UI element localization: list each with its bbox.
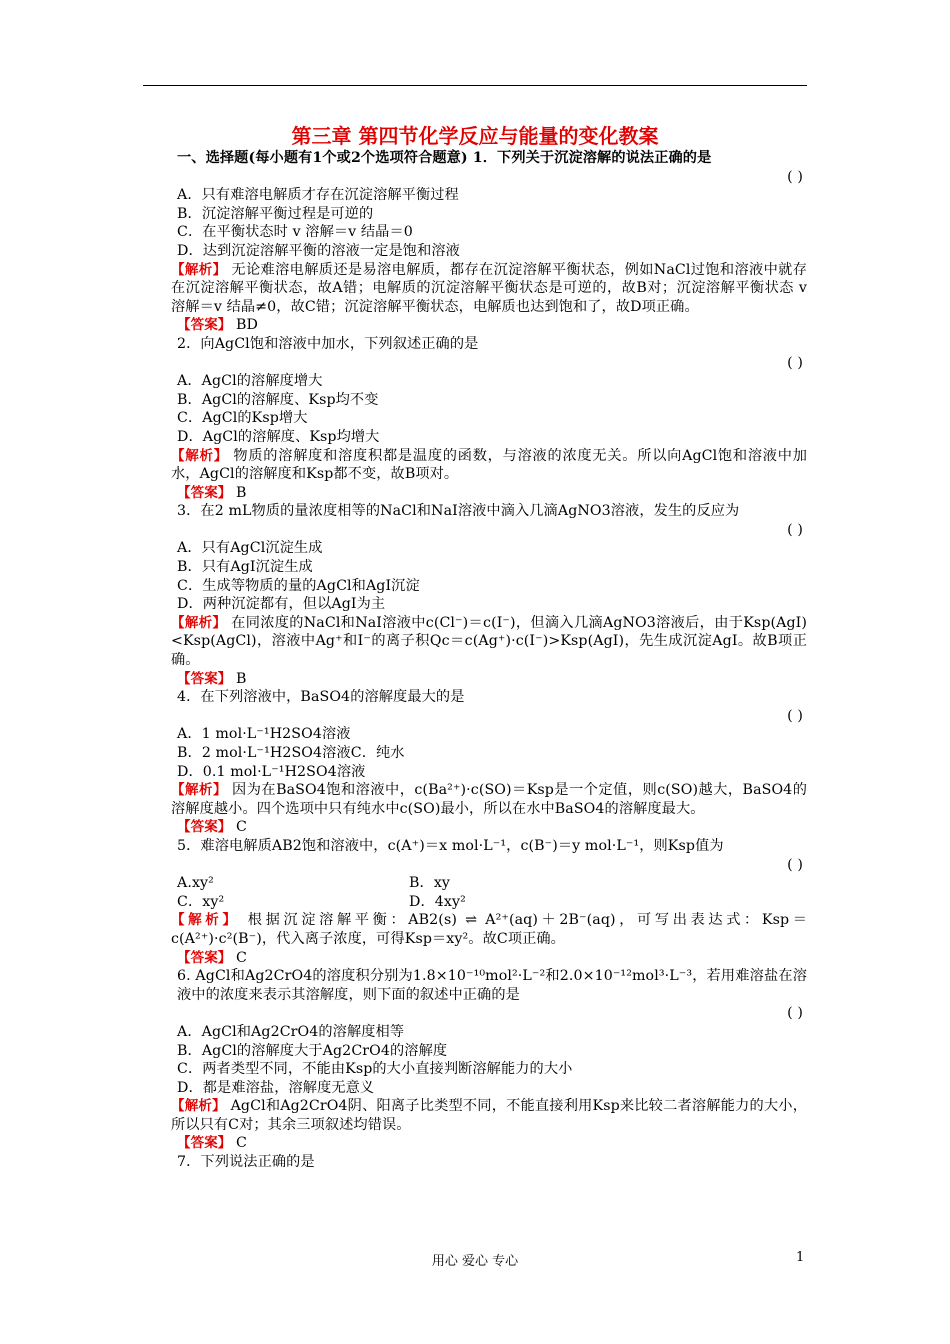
text-line — [143, 837, 807, 856]
line-text: C．生成等物质的量的AgCl和AgI沉淀 — [177, 577, 420, 594]
text-line — [143, 391, 807, 410]
explanation-line — [143, 1097, 807, 1134]
explanation-line — [143, 261, 807, 317]
text-line — [143, 874, 807, 893]
text-line — [143, 1004, 807, 1023]
line-text: C．AgCl的Ksp增大 — [177, 410, 308, 427]
text-line — [143, 893, 807, 912]
explanation-line — [143, 670, 807, 689]
text-line — [143, 149, 807, 168]
text-line — [143, 223, 807, 242]
line-text: 在同浓度的NaCl和NaI溶液中c(Cl⁻)＝c(I⁻)，但滴入几滴AgNO3溶液后，由于Ksp(AgI)<Ksp(AgCl)，溶液中Ag⁺和I⁻的离子积Qc＝c(Ag⁺)·c(I⁻)>Ksp(AgI)，先生成沉淀AgI。故B项正确。 — [171, 614, 807, 669]
explanation-line — [143, 614, 807, 670]
section-tag: 【解析】 — [171, 614, 227, 631]
document-body — [143, 149, 807, 1172]
section-tag: 【答案】 — [177, 484, 232, 501]
explanation-line — [143, 484, 807, 503]
section-tag: 【解析】 — [171, 782, 228, 799]
line-text: B．AgCl的溶解度大于Ag2CrO4的溶解度 — [177, 1042, 448, 1059]
line-text: ( ) — [787, 707, 803, 724]
section-tag: 【解析】 — [171, 912, 240, 929]
line-text: A.xy² — [177, 875, 214, 892]
header-rule — [143, 85, 807, 86]
text-line — [143, 744, 807, 763]
line-text: D．都是难溶盐，溶解度无意义 — [177, 1079, 375, 1096]
text-line — [143, 186, 807, 205]
line-text: A．1 mol·L⁻¹H2SO4溶液 — [177, 726, 351, 743]
line-text: B．AgCl的溶解度、Ksp均不变 — [177, 391, 379, 408]
line-text: C — [231, 1135, 247, 1152]
line-text: 3．在2 mL物质的量浓度相等的NaCl和NaI溶液中滴入几滴AgNO3溶液，发生的反应为 — [177, 503, 740, 520]
line-text: A．AgCl的溶解度增大 — [177, 373, 323, 390]
line-text: B — [231, 670, 247, 687]
line-text: ( ) — [787, 354, 803, 371]
text-line — [143, 577, 807, 596]
line-text: C．xy² — [177, 893, 225, 910]
line-text: ( ) — [787, 856, 803, 873]
line-text: C — [231, 949, 247, 966]
text-line — [143, 428, 807, 447]
line-text: B — [231, 484, 247, 501]
text-line — [143, 763, 807, 782]
explanation-line — [143, 1134, 807, 1153]
text-line — [143, 1042, 807, 1061]
explanation-line — [143, 911, 807, 948]
line-text: 6. AgCl和Ag2CrO4的溶度积分别为1.8×10⁻¹⁰mol²·L⁻²和2.0×10⁻¹²mol³·L⁻³，若用难溶盐在溶液中的浓度来表示其溶解度，则下面的叙述中正确的是 — [177, 968, 807, 1003]
text-line — [143, 502, 807, 521]
section-tag: 【答案】 — [177, 670, 232, 687]
line-text: B．沉淀溶解平衡过程是可逆的 — [177, 205, 374, 222]
line-text: C．两者类型不同，不能由Ksp的大小直接判断溶解能力的大小 — [177, 1061, 573, 1078]
section-tag: 【答案】 — [177, 317, 232, 334]
section-tag: 【解析】 — [171, 1098, 226, 1115]
line-text: 物质的溶解度和溶度积都是温度的函数，与溶液的浓度无关。所以向AgCl饱和溶液中加水，AgCl的溶解度和Ksp都不变，故B项对。 — [171, 447, 807, 483]
section-tag: 【解析】 — [171, 447, 229, 464]
text-line — [143, 354, 807, 373]
line-text: D．0.1 mol·L⁻¹H2SO4溶液 — [177, 763, 366, 780]
line-text: A．只有AgCl沉淀生成 — [177, 540, 323, 557]
text-line — [143, 205, 807, 224]
line-text: D．两种沉淀都有，但以AgI为主 — [177, 596, 386, 613]
page-number: 1 — [796, 1250, 805, 1265]
line-text: 无论难溶电解质还是易溶电解质，都存在沉淀溶解平衡状态，例如NaCl过饱和溶液中就存在沉淀溶解平衡状态，故A错；电解质的沉淀溶解平衡状态是可逆的，故B对；沉淀溶解平衡状态 v 溶解＝v 结晶≠0，故C错；沉淀溶解平衡状态，电解质也达到饱和了，故D项正确。 — [171, 261, 807, 315]
line-text: BD — [231, 317, 259, 334]
line-text: 5．难溶电解质AB2饱和溶液中，c(A⁺)＝x mol·L⁻¹，c(B⁻)＝y mol·L⁻¹，则Ksp值为 — [177, 837, 724, 854]
text-line — [143, 409, 807, 428]
text-line — [143, 1079, 807, 1098]
text-line — [143, 242, 807, 261]
section-tag: 【答案】 — [177, 1135, 232, 1152]
text-line — [143, 168, 807, 187]
text-line — [143, 335, 807, 354]
line-text-second: B．xy — [409, 875, 451, 892]
line-text: 7．下列说法正确的是 — [177, 1154, 315, 1171]
explanation-line — [143, 781, 807, 818]
text-line — [143, 725, 807, 744]
section-tag: 【答案】 — [177, 819, 232, 836]
line-text: 因为在BaSO4饱和溶液中，c(Ba²⁺)·c(SO)＝Ksp是一个定值，则c(SO)越大，BaSO4的溶解度越小。四个选项中只有纯水中c(SO)最小，所以在水中BaSO4的溶解度最大。 — [171, 782, 807, 817]
text-line — [143, 521, 807, 540]
explanation-line — [143, 316, 807, 335]
line-text: D．AgCl的溶解度、Ksp均增大 — [177, 428, 380, 445]
line-text: B．只有AgI沉淀生成 — [177, 559, 313, 576]
text-line — [143, 1060, 807, 1079]
line-text: ( ) — [787, 521, 803, 538]
text-line — [143, 595, 807, 614]
line-text: 2．向AgCl饱和溶液中加水，下列叙述正确的是 — [177, 335, 479, 352]
line-text: 4．在下列溶液中，BaSO4的溶解度最大的是 — [177, 689, 465, 706]
section-tag: 【解析】 — [171, 261, 227, 278]
explanation-line — [143, 447, 807, 484]
line-text-second: D．4xy² — [409, 893, 466, 910]
line-text: C．在平衡状态时 v 溶解＝v 结晶＝0 — [177, 224, 413, 241]
explanation-line — [143, 818, 807, 837]
line-text: ( ) — [787, 168, 803, 185]
line-text: ( ) — [787, 1005, 803, 1022]
footer-motto: 用心 爱心 专心 — [431, 1254, 519, 1269]
text-line — [143, 372, 807, 391]
text-line — [143, 558, 807, 577]
text-line — [143, 1023, 807, 1042]
line-text: AgCl和Ag2CrO4阴、阳离子比类型不同，不能直接利用Ksp来比较二者溶解能力的大小，所以只有C对；其余三项叙述均错误。 — [171, 1098, 807, 1133]
line-text: C — [231, 819, 247, 836]
line-text: D．达到沉淀溶解平衡的溶液一定是饱和溶液 — [177, 242, 460, 259]
line-text: 根据沉淀溶解平衡：AB2(s) ⇌ A²⁺(aq)＋2B⁻(aq)，可写出表达式：Ksp＝c(A²⁺)·c²(B⁻)，代入离子浓度，可得Ksp＝xy²。故C项正确。 — [171, 912, 807, 947]
text-line — [143, 967, 807, 1004]
section-tag: 【答案】 — [177, 949, 232, 966]
text-line — [143, 1153, 807, 1172]
explanation-line — [143, 949, 807, 968]
line-text: A．只有难溶电解质才存在沉淀溶解平衡过程 — [177, 187, 459, 204]
line-text: 一、选择题(每小题有1个或2个选项符合题意) 1．下列关于沉淀溶解的说法正确的是 — [177, 150, 712, 166]
line-text: A．AgCl和Ag2CrO4的溶解度相等 — [177, 1023, 405, 1040]
document-title: 第三章 第四节化学反应与能量的变化教案 — [291, 124, 659, 148]
text-line — [143, 688, 807, 707]
text-line — [143, 856, 807, 875]
line-text: B．2 mol·L⁻¹H2SO4溶液C．纯水 — [177, 745, 405, 761]
text-line — [143, 539, 807, 558]
text-line — [143, 707, 807, 726]
